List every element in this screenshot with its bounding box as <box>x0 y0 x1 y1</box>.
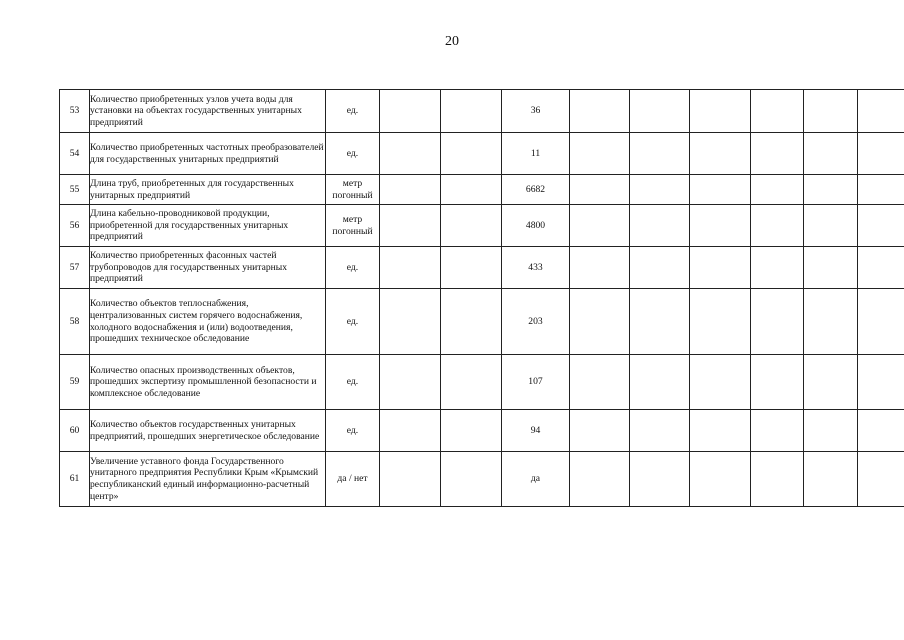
page-number: 20 <box>445 34 459 49</box>
row-number: 61 <box>60 452 90 507</box>
empty-cell <box>441 90 502 133</box>
unit-cell: ед. <box>326 289 380 355</box>
empty-cell <box>690 133 751 175</box>
value-cell: 94 <box>502 410 570 452</box>
empty-cell <box>804 289 858 355</box>
empty-cell <box>441 175 502 205</box>
empty-cell <box>570 247 630 289</box>
empty-cell <box>804 205 858 247</box>
empty-cell <box>380 410 441 452</box>
empty-cell <box>380 90 441 133</box>
empty-cell <box>380 247 441 289</box>
table-row <box>60 410 904 452</box>
table-row <box>60 175 904 205</box>
empty-cell <box>804 452 858 507</box>
empty-cell <box>858 175 904 205</box>
empty-cell <box>858 452 904 507</box>
empty-cell <box>751 175 804 205</box>
empty-cell <box>858 133 904 175</box>
indicator-name: Длина кабельно-проводниковой продукции, приобретенной для государственных унитарных предприятий <box>90 205 326 247</box>
empty-cell <box>690 90 751 133</box>
empty-cell <box>751 452 804 507</box>
indicator-name: Увеличение уставного фонда Государственного унитарного предприятия Республики Крым «Крымский республиканский единый информационно-расчетный центр» <box>90 452 326 507</box>
value-cell: 107 <box>502 355 570 410</box>
empty-cell <box>804 133 858 175</box>
row-number: 57 <box>60 247 90 289</box>
empty-cell <box>630 289 690 355</box>
empty-cell <box>804 410 858 452</box>
table-row <box>60 355 904 410</box>
empty-cell <box>441 355 502 410</box>
empty-cell <box>751 247 804 289</box>
unit-cell: метр погонный <box>326 205 380 247</box>
unit-cell: ед. <box>326 410 380 452</box>
unit-cell: метр погонный <box>326 175 380 205</box>
indicator-name: Количество приобретенных узлов учета воды для установки на объектах государственных унитарных предприятий <box>90 90 326 133</box>
empty-cell <box>380 205 441 247</box>
indicators-table <box>59 89 904 507</box>
empty-cell <box>570 90 630 133</box>
empty-cell <box>380 452 441 507</box>
empty-cell <box>858 355 904 410</box>
unit-cell: ед. <box>326 133 380 175</box>
empty-cell <box>441 205 502 247</box>
empty-cell <box>690 355 751 410</box>
empty-cell <box>630 355 690 410</box>
value-cell: 11 <box>502 133 570 175</box>
empty-cell <box>630 410 690 452</box>
empty-cell <box>630 247 690 289</box>
empty-cell <box>804 90 858 133</box>
indicator-name: Количество приобретенных частотных преобразователей для государственных унитарных предприятий <box>90 133 326 175</box>
row-number: 55 <box>60 175 90 205</box>
empty-cell <box>570 205 630 247</box>
row-number: 54 <box>60 133 90 175</box>
row-number: 58 <box>60 289 90 355</box>
unit-cell: ед. <box>326 355 380 410</box>
empty-cell <box>751 355 804 410</box>
indicator-name: Количество приобретенных фасонных частей трубопроводов для государственных унитарных предприятий <box>90 247 326 289</box>
empty-cell <box>690 410 751 452</box>
empty-cell <box>858 247 904 289</box>
empty-cell <box>751 90 804 133</box>
empty-cell <box>380 289 441 355</box>
empty-cell <box>441 133 502 175</box>
empty-cell <box>441 289 502 355</box>
unit-cell: ед. <box>326 247 380 289</box>
empty-cell <box>858 289 904 355</box>
empty-cell <box>380 355 441 410</box>
empty-cell <box>690 175 751 205</box>
empty-cell <box>380 133 441 175</box>
indicator-name: Количество объектов теплоснабжения, централизованных систем горячего водоснабжения, холодного водоснабжения и (или) водоотведения, прошедших техническое обследование <box>90 289 326 355</box>
row-number: 56 <box>60 205 90 247</box>
empty-cell <box>570 289 630 355</box>
empty-cell <box>751 205 804 247</box>
value-cell: 203 <box>502 289 570 355</box>
empty-cell <box>630 133 690 175</box>
empty-cell <box>441 410 502 452</box>
row-number: 53 <box>60 90 90 133</box>
empty-cell <box>570 355 630 410</box>
empty-cell <box>804 355 858 410</box>
row-number: 60 <box>60 410 90 452</box>
value-cell: 433 <box>502 247 570 289</box>
empty-cell <box>630 205 690 247</box>
value-cell: да <box>502 452 570 507</box>
empty-cell <box>690 247 751 289</box>
empty-cell <box>804 247 858 289</box>
empty-cell <box>751 133 804 175</box>
table-row <box>60 289 904 355</box>
empty-cell <box>570 133 630 175</box>
unit-cell: ед. <box>326 90 380 133</box>
empty-cell <box>858 410 904 452</box>
empty-cell <box>858 90 904 133</box>
indicator-name: Длина труб, приобретенных для государственных унитарных предприятий <box>90 175 326 205</box>
empty-cell <box>441 247 502 289</box>
empty-cell <box>570 175 630 205</box>
empty-cell <box>690 452 751 507</box>
table-row <box>60 247 904 289</box>
empty-cell <box>804 175 858 205</box>
empty-cell <box>570 410 630 452</box>
empty-cell <box>690 205 751 247</box>
table-row <box>60 452 904 507</box>
indicator-name: Количество объектов государственных унитарных предприятий, прошедших энергетическое обследование <box>90 410 326 452</box>
row-number: 59 <box>60 355 90 410</box>
empty-cell <box>858 205 904 247</box>
table-row <box>60 90 904 133</box>
empty-cell <box>690 289 751 355</box>
empty-cell <box>380 175 441 205</box>
value-cell: 6682 <box>502 175 570 205</box>
table-row <box>60 133 904 175</box>
empty-cell <box>441 452 502 507</box>
value-cell: 4800 <box>502 205 570 247</box>
empty-cell <box>751 289 804 355</box>
empty-cell <box>751 410 804 452</box>
unit-cell: да / нет <box>326 452 380 507</box>
table-body <box>60 90 904 507</box>
empty-cell <box>630 175 690 205</box>
value-cell: 36 <box>502 90 570 133</box>
indicator-name: Количество опасных производственных объектов, прошедших экспертизу промышленной безопасности и комплексное обследование <box>90 355 326 410</box>
table-row <box>60 205 904 247</box>
empty-cell <box>630 90 690 133</box>
empty-cell <box>630 452 690 507</box>
empty-cell <box>570 452 630 507</box>
